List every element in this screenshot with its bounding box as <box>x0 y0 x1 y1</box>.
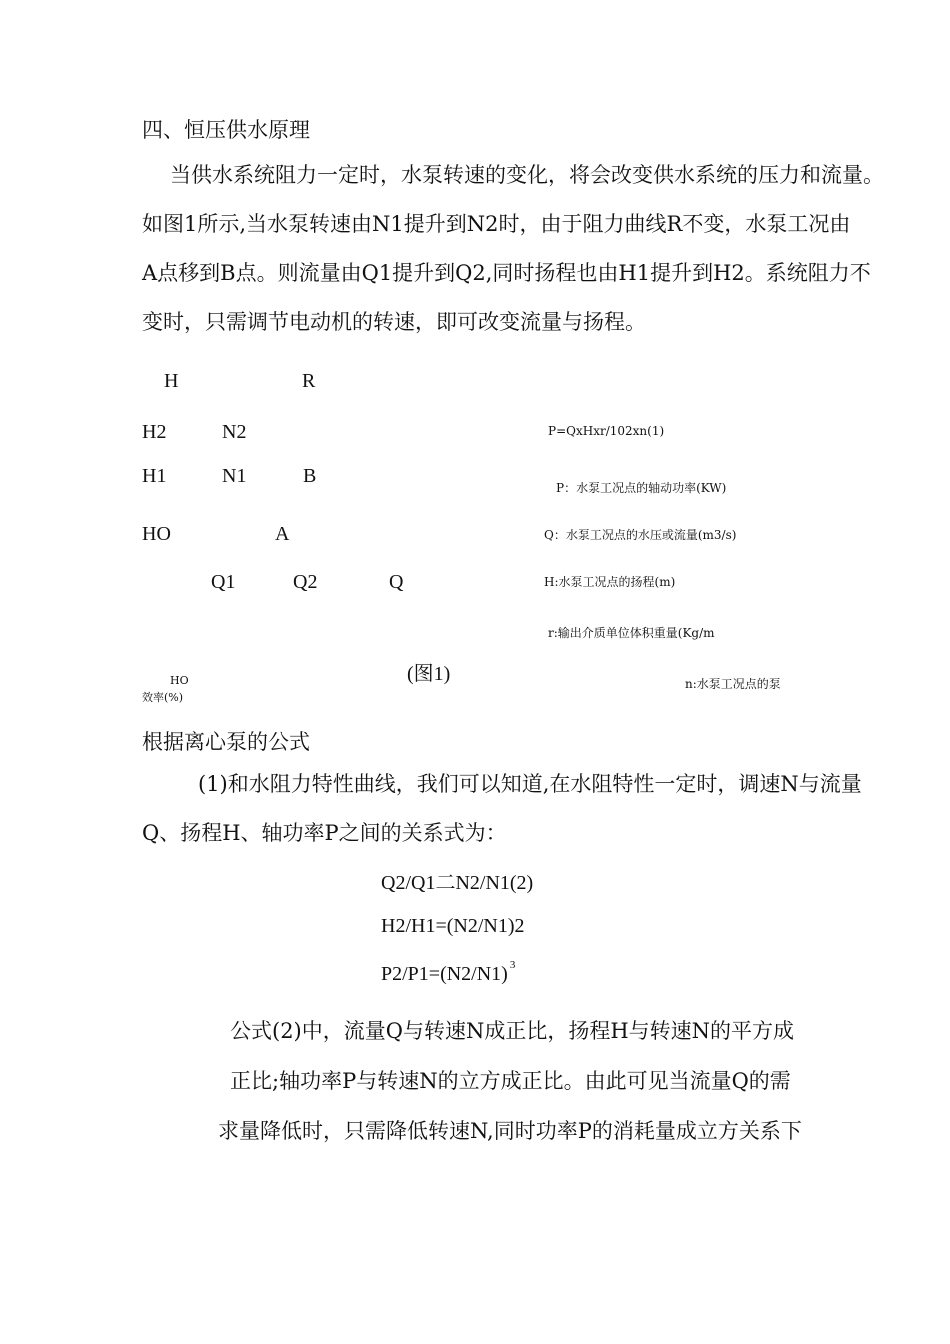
tick-label-q1: Q1 <box>211 571 236 593</box>
intro-line: 当供水系统阻力一定时，水泵转速的变化，将会改变供水系统的压力和流量。 <box>170 163 884 187</box>
equation-power <box>381 959 516 986</box>
legend-p: P：水泵工况点的轴动功率(KW) <box>556 481 727 495</box>
tick-label-h1: H1 <box>142 465 167 487</box>
conclusion-line: 正比;轴功率P与转速N的立方成正比。由此可见当流量Q的需 <box>230 1069 791 1093</box>
equation-power-base: P2/P1=(N2/N1) <box>381 963 508 985</box>
small-label-h0: HO <box>170 674 189 687</box>
legend-r: r:输出介质单位体积重量(Kg/m <box>548 626 715 640</box>
legend-q: Q：水泵工况点的水压或流量(m3/s) <box>544 528 737 542</box>
power-formula: P=QxHxr/102xn(1) <box>548 424 665 438</box>
curve-label-r: R <box>302 370 316 392</box>
equation-flow: Q2/Q1二N2/N1(2) <box>381 872 534 894</box>
axis-label-q: Q <box>389 571 404 593</box>
intro-line: A点移到B点。则流量由Q1提升到Q2,同时扬程也由H1提升到H2。系统阻力不 <box>142 261 871 285</box>
curve-label-n2: N2 <box>222 421 247 443</box>
legend-n: n:水泵工况点的泵 <box>685 677 781 691</box>
tick-label-h2: H2 <box>142 421 167 443</box>
curve-label-n1: N1 <box>222 465 247 487</box>
body-line: Q、扬程H、轴功率P之间的关系式为： <box>142 821 507 845</box>
equation-head: H2/H1=(N2/N1)2 <box>381 915 525 937</box>
figure-caption: (图1) <box>407 663 451 685</box>
tick-label-h0: HO <box>142 523 171 545</box>
legend-h: H:水泵工况点的扬程(m) <box>544 575 676 589</box>
conclusion-line: 公式(2)中，流量Q与转速N成正比，扬程H与转速N的平方成 <box>230 1019 795 1043</box>
point-label-a: A <box>275 523 290 545</box>
equation-power-exponent: 3 <box>509 959 516 971</box>
subtitle: 根据离心泵的公式 <box>142 730 310 754</box>
intro-line: 变时，只需调节电动机的转速，即可改变流量与扬程。 <box>142 310 646 334</box>
tick-label-q2: Q2 <box>293 571 318 593</box>
conclusion-line: 求量降低时，只需降低转速N,同时功率P的消耗量成立方关系下 <box>218 1119 802 1143</box>
axis-label-h: H <box>164 370 179 392</box>
efficiency-label: 效率(%) <box>142 691 184 704</box>
body-line: (1)和水阻力特性曲线，我们可以知道,在水阻特性一定时，调速N与流量 <box>198 772 862 796</box>
intro-line: 如图1所示,当水泵转速由N1提升到N2时，由于阻力曲线R不变，水泵工况由 <box>142 212 851 236</box>
section-title: 四、恒压供水原理 <box>142 118 310 142</box>
point-label-b: B <box>303 465 317 487</box>
